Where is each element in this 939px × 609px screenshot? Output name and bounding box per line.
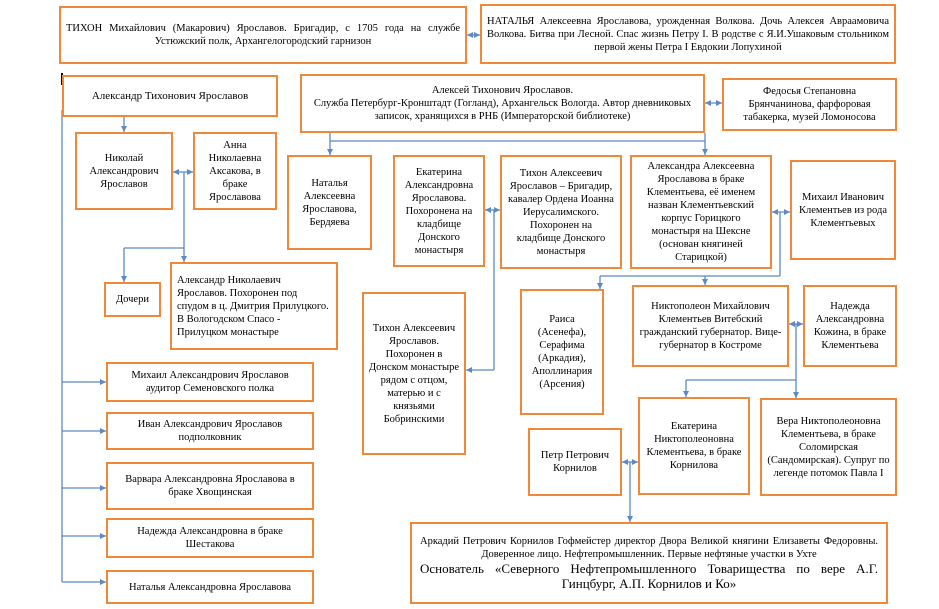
- label-natalya-berdyaeva: Наталья Алексеевна Ярославова, Бердяева: [302, 177, 357, 228]
- box-vera-solomirskaya: [760, 398, 897, 496]
- box-natalya-aleksandrovna: [106, 570, 314, 604]
- label-ekaterina-kornilova: Екатерина Никтополеоновна Клементьева, в браке Корнилова: [646, 421, 742, 471]
- label-natalya-aleksandrovna: Наталья Александровна Ярославова: [129, 581, 291, 593]
- label-docheri: Дочери: [116, 294, 149, 305]
- label-arkady-founder: Основатель «Северного Нефтепромышленного Товарищества по вере А.Г. Гинцбург, А.П. Корнилов и Ко»: [420, 561, 878, 591]
- box-ekaterina-alekseevna: [393, 155, 485, 267]
- box-natalya-berdyaeva: [287, 155, 372, 250]
- label-fedosya: Федосья Степановна Брянчанинова, фарфоровая табакерка, музей Ломоносова: [743, 86, 876, 123]
- box-nadezhda-shestakova: [106, 518, 314, 558]
- label-tikhon-donskoy: Тихон Алексеевич Ярославов. Похоронен в Донском монастыре рядом с отцом, матерью и с князьями Бобринскими: [369, 322, 459, 425]
- label-mikhail-klementyev: Михаил Иванович Клементьев из рода Клементьевых: [798, 191, 888, 229]
- label-aleksandr-tikhonovich: Александр Тихонович Ярославов: [91, 89, 249, 102]
- label-aleksandr-nikolaevich: Александр Николаевич Ярославов. Похоронен под спудом в ц. Дмитрия Прилуцкого. В Вологодском Спасо - Прилуцком монастыре: [177, 274, 329, 338]
- label-tikhon-brigadir: Тихон Алексеевич Ярославов – Бригадир, кавалер Ордена Иоанна Иерусалимского. Похоронен на кладбище Донского монастыря: [508, 167, 614, 257]
- label-niktopoleon: Никтополеон Михайлович Клементьев Витебский гражданский губернатор. Вице-губернатор в Костроме: [639, 301, 782, 351]
- label-raisa: Раиса (Асенефа), Серафима (Аркадия), Аполлинария (Арсения): [531, 314, 593, 390]
- label-ekaterina-alekseevna: Екатерина Александровна Ярославова. Похоронена на кладбище Донского монастыря: [404, 166, 474, 256]
- label-tikhon-mikhailovich: ТИХОН Михайлович (Макарович) Ярославов. Бригадир, с 1705 года на службе Устюжский полк, Архангелогородский гарнизон: [66, 23, 460, 47]
- label-vera-solomirskaya: Вера Никтополеоновна Клементьева, в браке Соломирская (Сандомирская). Супруг по легенде потомок Павла I: [767, 415, 890, 479]
- label-ivan: Иван Александрович Ярославов подполковник: [137, 419, 283, 443]
- label-nadezhda-shestakova: Надежда Александровна в браке Шестакова: [137, 526, 283, 550]
- box-anna-aksakova: [193, 132, 277, 210]
- label-natalya-volkova: НАТАЛЬЯ Алексеевна Ярославова, урожденная Волкова. Дочь Алексея Авраамовича Волкова. Битва при Лесной. Спас жизнь Петру I. В родстве с Я.И.Ушаковым стольником первой жены Петра I Евдокии Лопухиной: [487, 15, 889, 53]
- box-tikhon-donskoy: [362, 292, 466, 455]
- box-nadezhda-kozhina: [803, 285, 897, 367]
- label-mikhail-aleksandrovich: Михаил Александрович Ярославов аудитор Семеновского полка: [131, 370, 289, 394]
- box-fedosya: [722, 78, 897, 131]
- box-raisa: [520, 289, 604, 415]
- label-nadezhda-kozhina: Надежда Александровна Кожина, в браке Клементьева: [813, 301, 887, 351]
- label-petr-kornilov: Петр Петрович Корнилов: [540, 450, 610, 474]
- box-mikhail-klementyev: [790, 160, 896, 260]
- box-arkady-kornilov: [410, 522, 888, 604]
- box-ivan: [106, 412, 314, 450]
- box-docheri: [104, 282, 161, 317]
- label-aleksei-tikhonovich: Алексей Тихонович Ярославов. Служба Петербург-Кронштадт (Гогланд), Архангельск Вологда. Автор дневниковых записок, хранящихся в РНБ (Императорской библиотеке): [313, 85, 692, 122]
- label-aleksandra-klementyeva: Александра Алексеевна Ярославова в браке Клементьева, её именем назван Клементьевский корпус Горицкого монастыря на Шексне (основан княгиней Старицкой): [646, 161, 756, 263]
- box-niktopoleon: [632, 285, 789, 367]
- box-mikhail-aleksandrovich: [106, 362, 314, 402]
- box-tikhon-mikhailovich: [59, 6, 467, 64]
- box-aleksandr-tikhonovich: [62, 75, 278, 117]
- label-arkady-kornilov: Аркадий Петрович Корнилов Гофмейстер директор Двора Великой княгини Елизаветы Федоровны. Доверенное лицо. Нефтепромышленник. Первые нефтяные участки в Ухте: [420, 536, 878, 560]
- box-tikhon-brigadir: [500, 155, 622, 269]
- box-varvara: [106, 462, 314, 510]
- label-nikolai: Николай Александрович Ярославов: [89, 152, 159, 190]
- box-aleksei-tikhonovich: [300, 74, 705, 133]
- box-petr-kornilov: [528, 428, 622, 496]
- box-ekaterina-kornilova: [638, 397, 750, 495]
- label-varvara: Варвара Александровна Ярославова в браке Хвощинская: [125, 474, 295, 498]
- box-natalya-volkova: [480, 4, 896, 64]
- box-aleksandr-nikolaevich: [170, 262, 338, 350]
- box-aleksandra-klementyeva: [630, 155, 772, 269]
- box-nikolai: [75, 132, 173, 210]
- label-anna-aksakova: Анна Николаевна Аксакова, в браке Ярославова: [208, 139, 262, 203]
